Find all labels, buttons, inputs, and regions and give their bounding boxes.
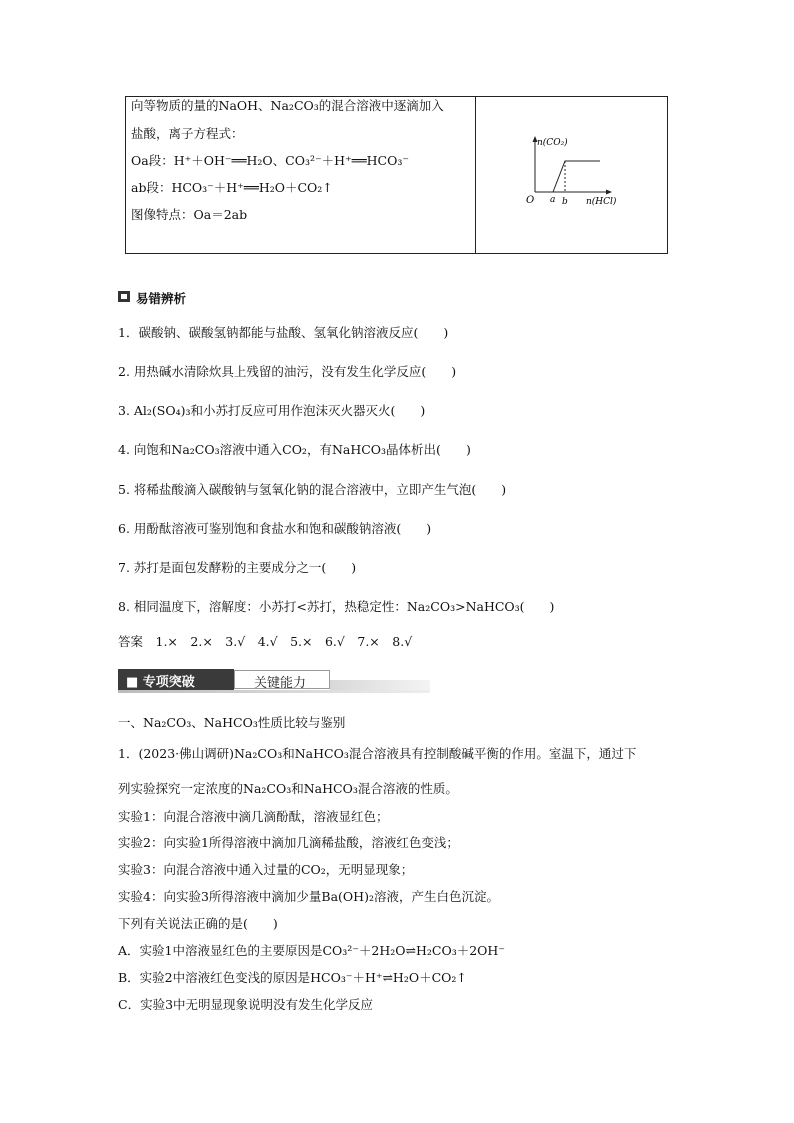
quiz-item-6: 6. 用酚酞溶液可鉴别饱和食盐水和饱和碳酸钠溶液( ) (118, 521, 432, 536)
table-line-1: 向等物质的量的NaOH、Na₂CO₃的混合溶液中逐滴加入 (131, 98, 444, 113)
experiment-3: 实验3：向混合溶液中通入过量的CO₂，无明显现象； (118, 862, 414, 877)
co2-hcl-graph (520, 130, 630, 215)
point-b-label: b (562, 197, 568, 207)
table-line-2: 盐酸，离子方程式： (131, 126, 244, 141)
question-1-line-1: 1．(2023·佛山调研)Na₂CO₃和NaHCO₃混合溶液具有控制酸碱平衡的作用。室温下，通过下 (118, 746, 637, 761)
banner-subtitle: 关键能力 (254, 676, 307, 691)
question-prompt: 下列有关说法正确的是( ) (118, 916, 278, 931)
section-title: 易错辨析 (136, 291, 187, 306)
option-b: B．实验2中溶液红色变浅的原因是HCO₃⁻＋H⁺⇌H₂O＋CO₂↑ (118, 970, 467, 985)
section-icon (118, 291, 130, 302)
y-axis-label: n(CO₂) (537, 138, 568, 148)
origin-label: O (526, 195, 535, 206)
quiz-item-3: 3. Al₂(SO₄)₃和小苏打反应可用作泡沫灭火器灭火( ) (118, 403, 426, 418)
banner-title: ■ 专项突破 (126, 675, 195, 690)
point-a-label: a (550, 195, 556, 205)
experiment-2: 实验2：向实验1所得溶液中滴加几滴稀盐酸，溶液红色变浅； (118, 835, 459, 850)
quiz-item-8: 8. 相同温度下，溶解度：小苏打<苏打，热稳定性：Na₂CO₃>NaHCO₃( ) (118, 599, 555, 614)
experiment-4: 实验4：向实验3所得溶液中滴加少量Ba(OH)₂溶液，产生白色沉淀。 (118, 889, 499, 904)
quiz-item-7: 7. 苏打是面包发酵粉的主要成分之一( ) (118, 560, 357, 575)
experiment-1: 实验1：向混合溶液中滴几滴酚酞，溶液显红色； (118, 809, 389, 824)
topic-heading: 一、Na₂CO₃、NaHCO₃性质比较与鉴别 (118, 715, 346, 730)
option-a: A．实验1中溶液显红色的主要原因是CO₃²⁻＋2H₂O⇌H₂CO₃＋2OH⁻ (118, 943, 505, 958)
table-line-3: Oa段：H⁺＋OH⁻══H₂O、CO₃²⁻＋H⁺══HCO₃⁻ (131, 153, 409, 168)
x-axis-label: n(HCl) (586, 197, 617, 207)
quiz-item-5: 5. 将稀盐酸滴入碳酸钠与氢氧化钠的混合溶液中，立即产生气泡( ) (118, 482, 507, 497)
table-divider (475, 96, 476, 254)
quiz-item-1: 1．碳酸钠、碳酸氢钠都能与盐酸、氢氧化钠溶液反应( ) (118, 325, 449, 340)
question-1-line-2: 列实验探究一定浓度的Na₂CO₃和NaHCO₃混合溶液的性质。 (118, 781, 458, 796)
option-c: C．实验3中无明显现象说明没有发生化学反应 (118, 997, 374, 1012)
answer-key: 答案 1.× 2.× 3.√ 4.√ 5.× 6.√ 7.× 8.√ (118, 634, 413, 649)
banner-strip (330, 680, 430, 690)
co2-curve (553, 161, 600, 192)
x-axis-arrow (606, 190, 612, 195)
table-line-4: ab段：HCO₃⁻＋H⁺══H₂O＋CO₂↑ (131, 180, 333, 195)
quiz-item-2: 2. 用热碱水清除炊具上残留的油污，没有发生化学反应( ) (118, 364, 457, 379)
quiz-item-4: 4. 向饱和Na₂CO₃溶液中通入CO₂，有NaHCO₃晶体析出( ) (118, 442, 471, 457)
table-line-5: 图像特点：Oa＝2ab (131, 207, 248, 222)
